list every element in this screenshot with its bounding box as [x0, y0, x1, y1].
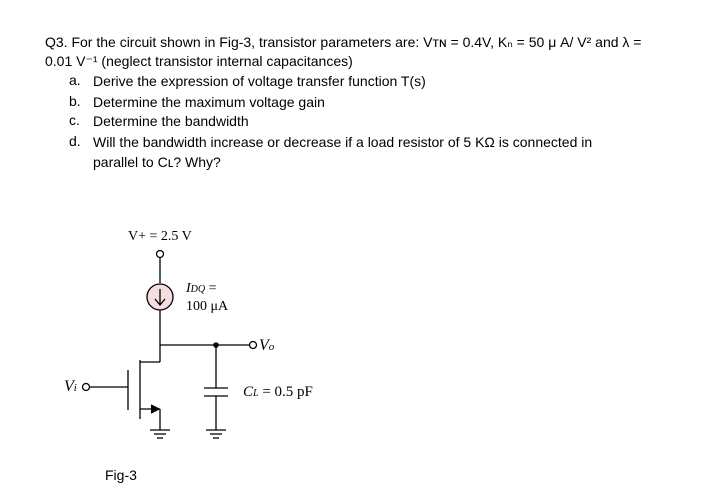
- figure-caption: Fig-3: [105, 467, 137, 483]
- question-line-1: Q3. For the circuit shown in Fig-3, transistor parameters are: Vᴛɴ = 0.4V, Kₙ = 50 μ A/ V² and λ =: [45, 34, 642, 50]
- current-subscript: DQ: [190, 284, 206, 295]
- item-d-text: Will the bandwidth increase or decrease if a load resistor of 5 KΩ is connected in: [93, 134, 593, 150]
- item-b-marker: b.: [69, 93, 81, 109]
- ground-icon: [206, 430, 226, 438]
- junction-dot: [213, 342, 219, 348]
- question-line-2: 0.01 V⁻¹ (neglect transistor internal capacitances): [45, 53, 353, 69]
- current-equals: =: [205, 281, 217, 296]
- item-b-text: Determine the maximum voltage gain: [93, 94, 325, 110]
- supply-terminal: [157, 251, 164, 258]
- ground-icon: [150, 430, 170, 438]
- supply-label: V+ = 2.5 V: [128, 229, 192, 244]
- capacitor-label: CL = 0.5 pF: [243, 384, 313, 400]
- input-label: Vi: [64, 378, 77, 395]
- item-d-text-cont: parallel to Cʟ? Why?: [93, 154, 221, 170]
- input-terminal: [83, 384, 90, 391]
- item-a-marker: a.: [69, 72, 81, 88]
- item-d-marker: d.: [69, 133, 81, 149]
- item-c-marker: c.: [69, 112, 80, 128]
- current-label: [186, 282, 217, 297]
- item-c-text: Determine the bandwidth: [93, 113, 249, 129]
- current-symbol: I: [186, 281, 191, 296]
- current-value: 100 μA: [186, 299, 229, 314]
- output-label: Vo: [259, 337, 275, 354]
- item-a-text: Derive the expression of voltage transfer function T(s): [93, 73, 426, 89]
